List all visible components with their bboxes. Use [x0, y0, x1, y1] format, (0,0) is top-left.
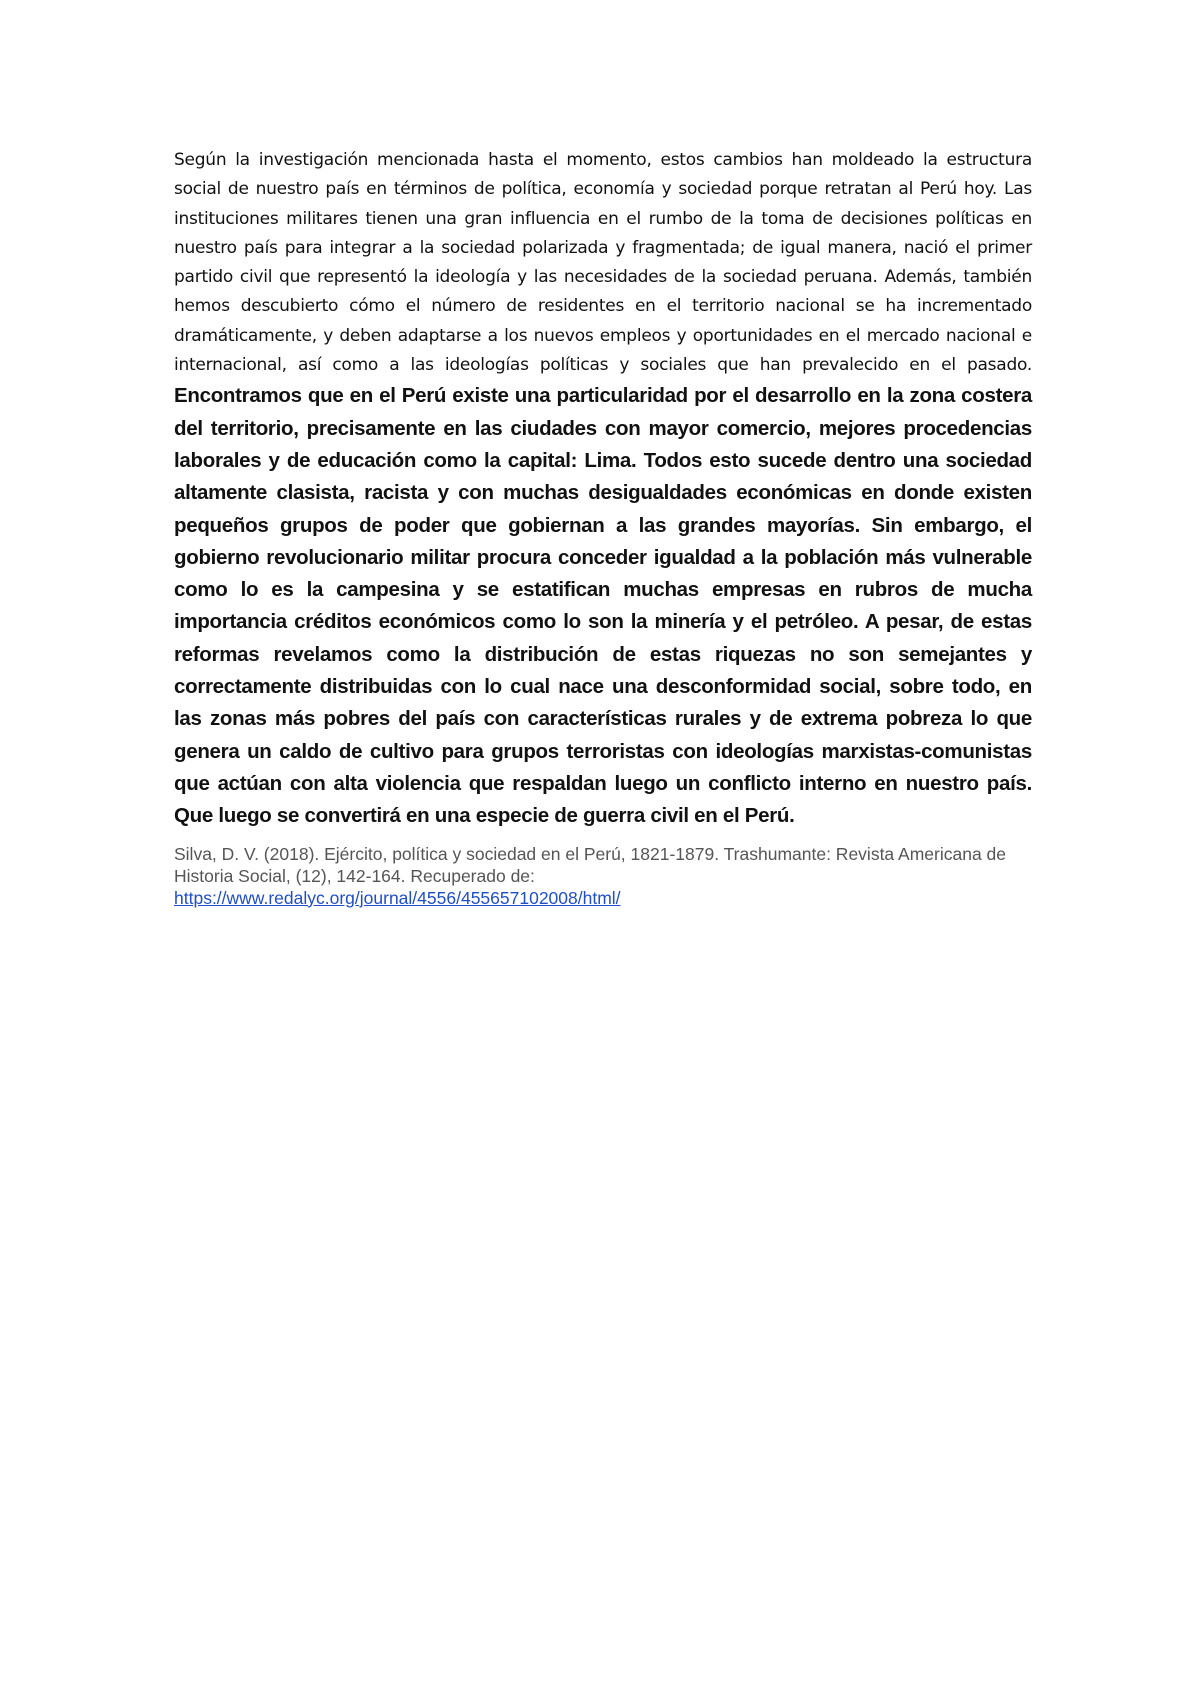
- body-paragraph: [174, 146, 1032, 833]
- body-text-bold: Encontramos que en el Perú existe una particularidad por el desarrollo en la zona costera del territorio, precisamente en las ciudades con mayor comercio, mejores procedencias laborales y de educación como la capital: Lima. Todos esto sucede dentro una sociedad altamente clasista, racista y con muchas desigualdades económicas en donde existen pequeños grupos de poder que gobiernan a las grandes mayorías. Sin embargo, el gobierno revolucionario militar procura conceder igualdad a la población más vulnerable como lo es la campesina y se estatifican muchas empresas en rubros de mucha importancia créditos económicos como lo son la minería y el petróleo. A pesar, de estas reformas revelamos como la distribución de estas riquezas no son semejantes y correctamente distribuidas con lo cual nace una desconformidad social, sobre todo, en las zonas más pobres del país con características rurales y de extrema pobreza lo que genera un caldo de cultivo para grupos terroristas con ideologías marxistas-comunistas que actúan con alta violencia que respaldan luego un conflicto interno en nuestro país. Que luego se convertirá en una especie de guerra civil en el Perú.: [174, 384, 1032, 828]
- reference-citation: [174, 843, 1032, 909]
- reference-link[interactable]: https://www.redalyc.org/journal/4556/455657102008/html/: [174, 887, 621, 908]
- reference-text: Silva, D. V. (2018). Ejército, política y sociedad en el Perú, 1821-1879. Trashumante: Revista Americana de Historia Social, (12), 142-164. Recuperado de:: [174, 843, 1007, 886]
- document-content: [174, 146, 1032, 909]
- body-text-regular: Según la investigación mencionada hasta el momento, estos cambios han moldeado la estructura social de nuestro país en términos de política, economía y sociedad porque retratan al Perú hoy. Las instituciones militares tienen una gran influencia en el rumbo de la toma de decisiones políticas en nuestro país para integrar a la sociedad polarizada y fragmentada; de igual manera, nació el primer partido civil que representó la ideología y las necesidades de la sociedad peruana. Además, también hemos descubierto cómo el número de residentes en el territorio nacional se ha incrementado dramáticamente, y deben adaptarse a los nuevos empleos y oportunidades en el mercado nacional e internacional, así como a las ideologías políticas y sociales que han prevalecido en el pasado.: [174, 150, 1032, 376]
